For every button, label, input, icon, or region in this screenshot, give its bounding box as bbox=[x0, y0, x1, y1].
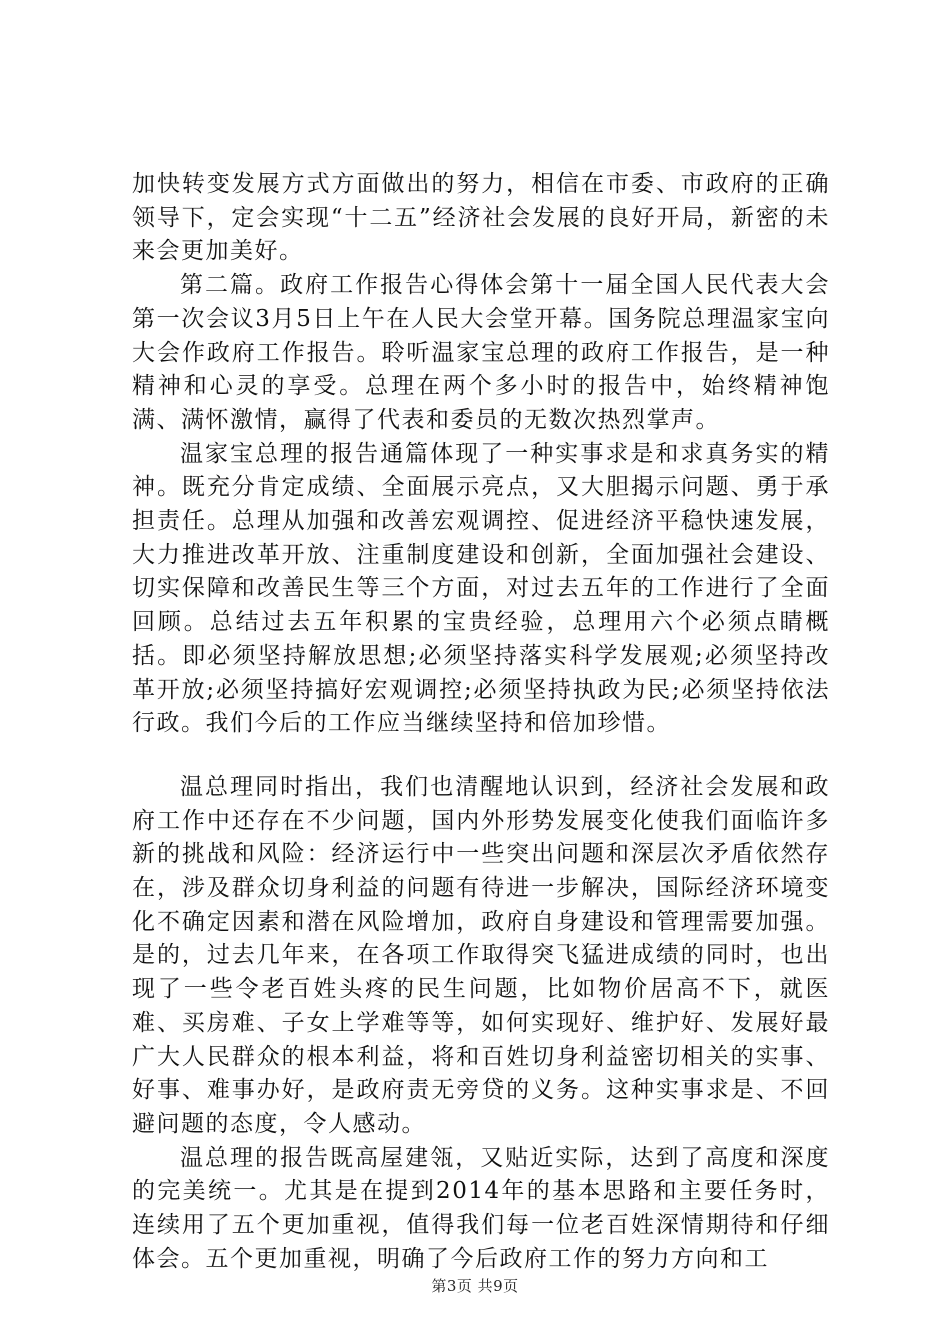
document-body bbox=[132, 168, 830, 1277]
paragraph-problems: 温总理同时指出，我们也清醒地认识到，经济社会发展和政府工作中还存在不少问题，国内外形势发展变化使我们面临许多新的挑战和风险：经济运行中一些突出问题和深层次矛盾依然存在，涉及群众切身利益的问题有待进一步解决，国际经济环境变化不确定因素和潜在风险增加，政府自身建设和管理需要加强。是的，过去几年来，在各项工作取得突飞猛进成绩的同时，也出现了一些令老百姓头疼的民生问题，比如物价居高不下，就医难、买房难、子女上学难等等，如何实现好、维护好、发展好最广大人民群众的根本利益，将和百姓切身利益密切相关的实事、好事、难事办好，是政府责无旁贷的义务。这种实事求是、不回避问题的态度，令人感动。 bbox=[132, 773, 830, 1137]
paragraph-continuation: 加快转变发展方式方面做出的努力，相信在市委、市政府的正确领导下，定会实现“十二五”经济社会发展的良好开局，新密的未来会更加美好。 bbox=[132, 171, 830, 265]
page-number-footer: 第3页 共9页 bbox=[431, 1277, 519, 1295]
paragraph-five-emphases: 温总理的报告既高屋建瓴，又贴近实际，达到了高度和深度的完美统一。尤其是在提到2014年的基本思路和主要任务时，连续用了五个更加重视，值得我们每一位老百姓深情期待和仔细体会。五个更加重视，明确了今后政府工作的努力方向和工 bbox=[132, 1144, 830, 1272]
paragraph-report-spirit: 温家宝总理的报告通篇体现了一种实事求是和求真务实的精神。既充分肯定成绩、全面展示亮点，又大胆揭示问题、勇于承担责任。总理从加强和改善宏观调控、促进经济平稳快速发展，大力推进改革开放、注重制度建设和创新，全面加强社会建设、切实保障和改善民生等三个方面，对过去五年的工作进行了全面回顾。总结过去五年积累的宝贵经验，总理用六个必须点睛概括。即必须坚持解放思想;必须坚持落实科学发展观;必须坚持改革开放;必须坚持搞好宏观调控;必须坚持执政为民;必须坚持依法行政。我们今后的工作应当继续坚持和倍加珍惜。 bbox=[132, 440, 830, 737]
paragraph-second-article: 第二篇。政府工作报告心得体会第十一届全国人民代表大会第一次会议3月5日上午在人民大会堂开幕。国务院总理温家宝向大会作政府工作报告。聆听温家宝总理的政府工作报告，是一种精神和心灵的享受。总理在两个多小时的报告中，始终精神饱满、满怀激情，赢得了代表和委员的无数次热烈掌声。 bbox=[132, 272, 830, 433]
